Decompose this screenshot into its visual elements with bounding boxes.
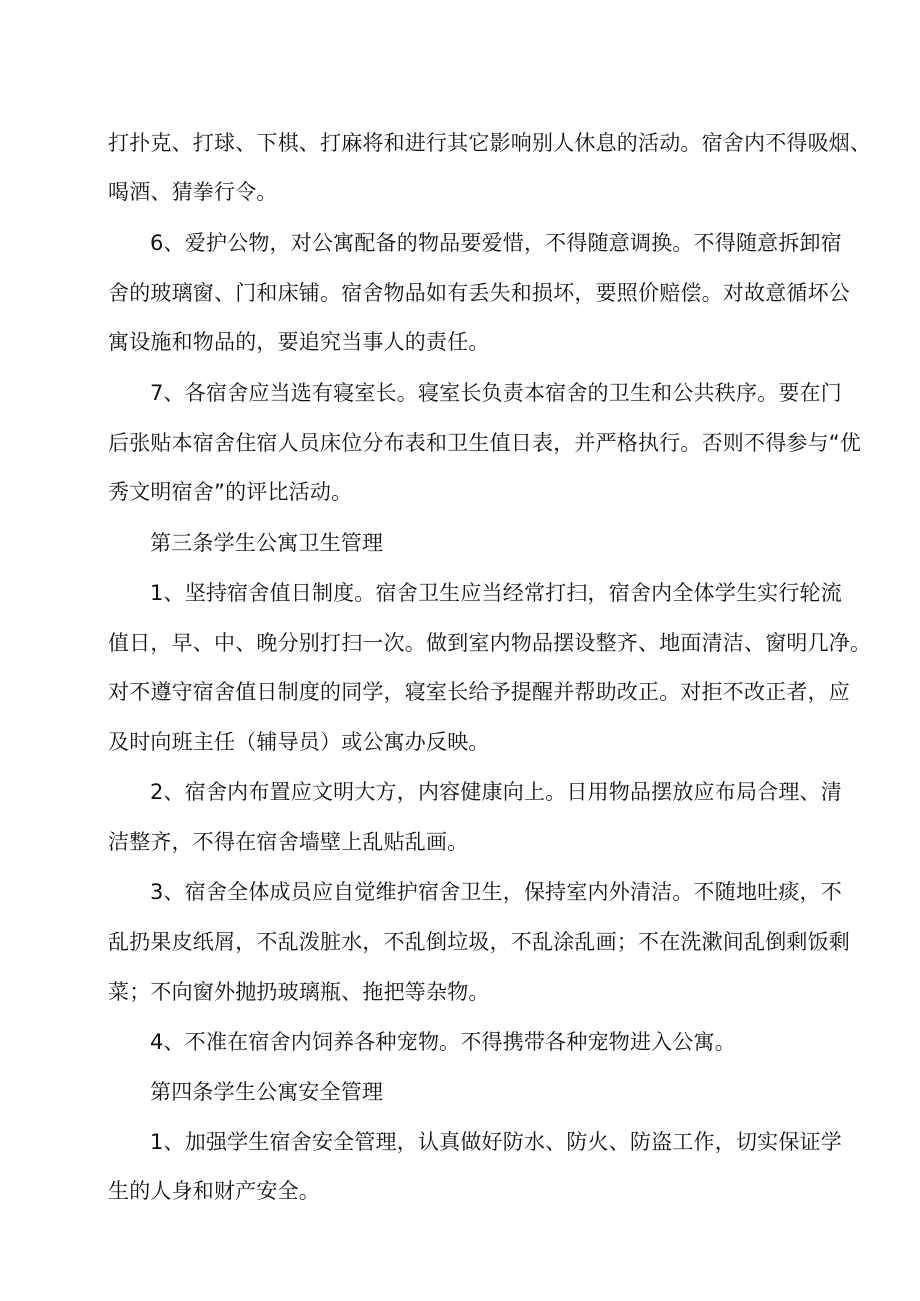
paragraph-3-2-line: 2、宿舍内布置应文明大方，内容健康向上。日用物品摆放应布局合理、清 xyxy=(150,780,842,804)
text-line: 及时向班主任（辅导员）或公寓办反映。 xyxy=(108,730,490,754)
text-line: 对不遵守宿舍值日制度的同学，寝室长给予提醒并帮助改正。对拒不改正者，应 xyxy=(108,680,850,704)
text-line: 菜；不向窗外抛扔玻璃瓶、拖把等杂物。 xyxy=(108,980,490,1004)
section-heading-3: 第三条学生公寓卫生管理 xyxy=(150,531,384,555)
paragraph-3-1-line: 1、坚持宿舍值日制度。宿舍卫生应当经常打扫，宿舍内全体学生实行轮流 xyxy=(150,581,842,605)
section-heading-4: 第四条学生公寓安全管理 xyxy=(150,1080,384,1104)
text-line: 舍的玻璃窗、门和床铺。宿舍物品如有丢失和损坏，要照价赔偿。对故意循坏公 xyxy=(108,281,850,305)
text-line: 洁整齐，不得在宿舍墙壁上乱贴乱画。 xyxy=(108,830,469,854)
text-line: 打扑克、打球、下棋、打麻将和进行其它影响别人休息的活动。宿舍内不得吸烟、 xyxy=(108,131,872,155)
paragraph-4-1-line: 1、加强学生宿舍安全管理，认真做好防水、防火、防盗工作，切实保证学 xyxy=(150,1130,842,1154)
paragraph-6-line: 6、爱护公物，对公寓配备的物品要爱惜，不得随意调换。不得随意拆卸宿 xyxy=(150,231,842,255)
paragraph-3-3-line: 3、宿舍全体成员应自觉维护宿舍卫生，保持室内外清洁。不随地吐痰，不 xyxy=(150,880,842,904)
text-line: 秀文明宿舍”的评比活动。 xyxy=(108,480,353,504)
text-line: 寓设施和物品的，要追究当事人的责任。 xyxy=(108,330,490,354)
text-line: 值日，早、中、晚分别打扫一次。做到室内物品摆设整齐、地面清洁、窗明几净。 xyxy=(108,631,872,655)
text-line: 生的人身和财产安全。 xyxy=(108,1179,320,1203)
text-line: 乱扔果皮纸屑，不乱泼脏水，不乱倒垃圾，不乱涂乱画；不在洗漱间乱倒剩饭剩 xyxy=(108,930,850,954)
paragraph-7-line: 7、各宿舍应当选有寝室长。寝室长负责本宿舍的卫生和公共秩序。要在门 xyxy=(150,381,842,405)
text-line: 后张贴本宿舍住宿人员床位分布表和卫生值日表，并严格执行。否则不得参与“优 xyxy=(108,431,862,455)
paragraph-3-4-line: 4、不准在宿舍内饲养各种宠物。不得携带各种宠物进入公寓。 xyxy=(150,1030,736,1054)
text-line: 喝酒、猜拳行令。 xyxy=(108,180,278,204)
